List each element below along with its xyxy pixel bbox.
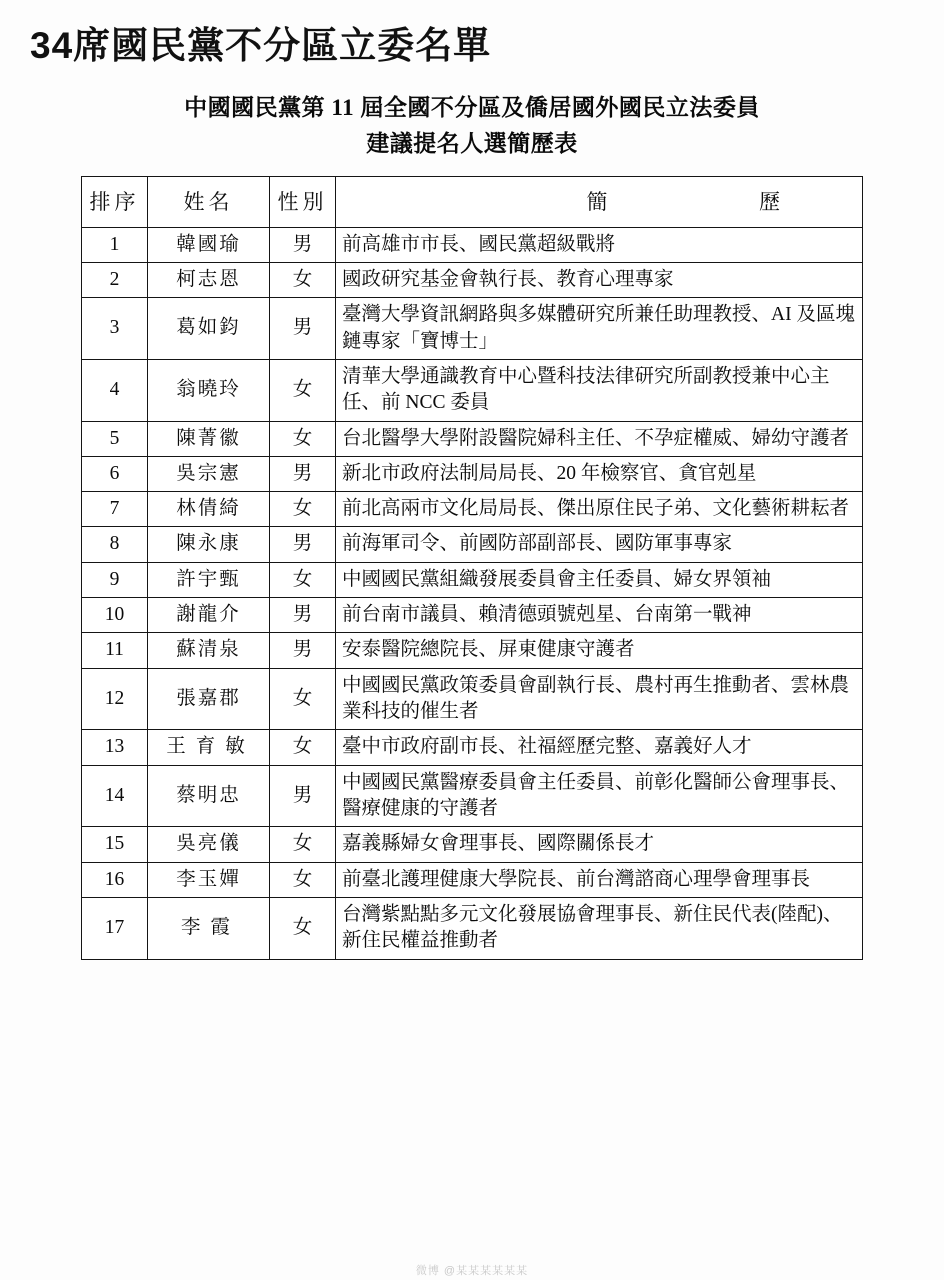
cell-rank: 16 <box>82 862 148 897</box>
cell-name: 張嘉郡 <box>148 668 270 730</box>
roster-table <box>81 176 863 960</box>
cell-sex: 女 <box>270 668 336 730</box>
column-header-name: 姓名 <box>148 176 270 227</box>
column-header-sex: 性別 <box>270 176 336 227</box>
cell-bio: 中國國民黨組織發展委員會主任委員、婦女界領袖 <box>336 562 863 597</box>
table-row <box>82 730 863 765</box>
table-row <box>82 633 863 668</box>
cell-name: 翁曉玲 <box>148 359 270 421</box>
cell-rank: 11 <box>82 633 148 668</box>
cell-rank: 8 <box>82 527 148 562</box>
cell-name: 許宇甄 <box>148 562 270 597</box>
cell-bio: 台北醫學大學附設醫院婦科主任、不孕症權威、婦幼守護者 <box>336 421 863 456</box>
cell-name: 林倩綺 <box>148 492 270 527</box>
cell-bio: 前北高兩市文化局局長、傑出原住民子弟、文化藝術耕耘者 <box>336 492 863 527</box>
cell-bio: 中國國民黨醫療委員會主任委員、前彰化醫師公會理事長、醫療健康的守護者 <box>336 765 863 827</box>
cell-bio: 台灣紫點點多元文化發展協會理事長、新住民代表(陸配)、新住民權益推動者 <box>336 897 863 959</box>
watermark: 微博 @某某某某某某 <box>415 1265 529 1277</box>
cell-rank: 14 <box>82 765 148 827</box>
cell-sex: 男 <box>270 456 336 491</box>
table-row <box>82 765 863 827</box>
cell-rank: 1 <box>82 227 148 262</box>
cell-name: 葛如鈞 <box>148 298 270 360</box>
page-headline: 34席國民黨不分區立委名單 <box>30 25 492 66</box>
cell-rank: 12 <box>82 668 148 730</box>
cell-name: 蔡明忠 <box>148 765 270 827</box>
cell-bio: 前臺北護理健康大學院長、前台灣諮商心理學會理事長 <box>336 862 863 897</box>
cell-rank: 15 <box>82 827 148 862</box>
cell-bio: 臺中市政府副市長、社福經歷完整、嘉義好人才 <box>336 730 863 765</box>
document-title-line1: 中國國民黨第 11 屆全國不分區及僑居國外國民立法委員 <box>184 95 760 121</box>
cell-name: 李霞 <box>148 897 270 959</box>
table-row <box>82 862 863 897</box>
cell-rank: 17 <box>82 897 148 959</box>
cell-rank: 3 <box>82 298 148 360</box>
document-title-line2: 建議提名人選簡歷表 <box>366 131 578 157</box>
cell-name: 李玉嬋 <box>148 862 270 897</box>
table-row <box>82 562 863 597</box>
cell-name: 蘇清泉 <box>148 633 270 668</box>
cell-name: 王育敏 <box>148 730 270 765</box>
cell-rank: 9 <box>82 562 148 597</box>
cell-sex: 女 <box>270 862 336 897</box>
cell-name: 謝龍介 <box>148 598 270 633</box>
table-row <box>82 492 863 527</box>
table-header-row <box>82 176 863 227</box>
table-row <box>82 668 863 730</box>
cell-bio: 前高雄市市長、國民黨超級戰將 <box>336 227 863 262</box>
cell-name: 陳永康 <box>148 527 270 562</box>
cell-sex: 女 <box>270 897 336 959</box>
cell-name: 陳菁徽 <box>148 421 270 456</box>
cell-sex: 男 <box>270 227 336 262</box>
cell-bio: 安泰醫院總院長、屏東健康守護者 <box>336 633 863 668</box>
column-header-rank: 排序 <box>82 176 148 227</box>
cell-sex: 女 <box>270 827 336 862</box>
roster-table-wrapper <box>81 176 863 960</box>
table-row <box>82 262 863 297</box>
cell-rank: 6 <box>82 456 148 491</box>
cell-sex: 女 <box>270 730 336 765</box>
cell-bio: 前台南市議員、賴清德頭號剋星、台南第一戰神 <box>336 598 863 633</box>
cell-rank: 4 <box>82 359 148 421</box>
cell-sex: 男 <box>270 633 336 668</box>
cell-sex: 男 <box>270 598 336 633</box>
cell-rank: 5 <box>82 421 148 456</box>
cell-bio: 臺灣大學資訊網路與多媒體研究所兼任助理教授、AI 及區塊鏈專家「寶博士」 <box>336 298 863 360</box>
table-row <box>82 897 863 959</box>
table-body <box>82 227 863 959</box>
table-row <box>82 421 863 456</box>
cell-name: 韓國瑜 <box>148 227 270 262</box>
cell-bio: 嘉義縣婦女會理事長、國際關係長才 <box>336 827 863 862</box>
cell-rank: 10 <box>82 598 148 633</box>
table-header <box>82 176 863 227</box>
table-row <box>82 298 863 360</box>
cell-sex: 男 <box>270 527 336 562</box>
cell-rank: 7 <box>82 492 148 527</box>
table-row <box>82 227 863 262</box>
cell-bio: 國政研究基金會執行長、教育心理專家 <box>336 262 863 297</box>
cell-bio: 中國國民黨政策委員會副執行長、農村再生推動者、雲林農業科技的催生者 <box>336 668 863 730</box>
cell-name: 吳宗憲 <box>148 456 270 491</box>
cell-name: 吳亮儀 <box>148 827 270 862</box>
cell-rank: 13 <box>82 730 148 765</box>
column-header-bio-left: 簡 <box>586 189 612 214</box>
column-header-bio-right: 歷 <box>759 189 784 214</box>
table-row <box>82 527 863 562</box>
cell-rank: 2 <box>82 262 148 297</box>
table-row <box>82 456 863 491</box>
cell-bio: 前海軍司令、前國防部副部長、國防軍事專家 <box>336 527 863 562</box>
table-row <box>82 359 863 421</box>
cell-sex: 男 <box>270 765 336 827</box>
cell-sex: 女 <box>270 562 336 597</box>
cell-bio: 新北市政府法制局局長、20 年檢察官、貪官剋星 <box>336 456 863 491</box>
cell-sex: 女 <box>270 492 336 527</box>
cell-name: 柯志恩 <box>148 262 270 297</box>
cell-sex: 女 <box>270 262 336 297</box>
cell-sex: 男 <box>270 298 336 360</box>
table-row <box>82 598 863 633</box>
document-title <box>0 90 944 161</box>
cell-sex: 女 <box>270 421 336 456</box>
cell-sex: 女 <box>270 359 336 421</box>
column-header-bio <box>336 176 863 227</box>
table-row <box>82 827 863 862</box>
cell-bio: 清華大學通識教育中心暨科技法律研究所副教授兼中心主任、前 NCC 委員 <box>336 359 863 421</box>
